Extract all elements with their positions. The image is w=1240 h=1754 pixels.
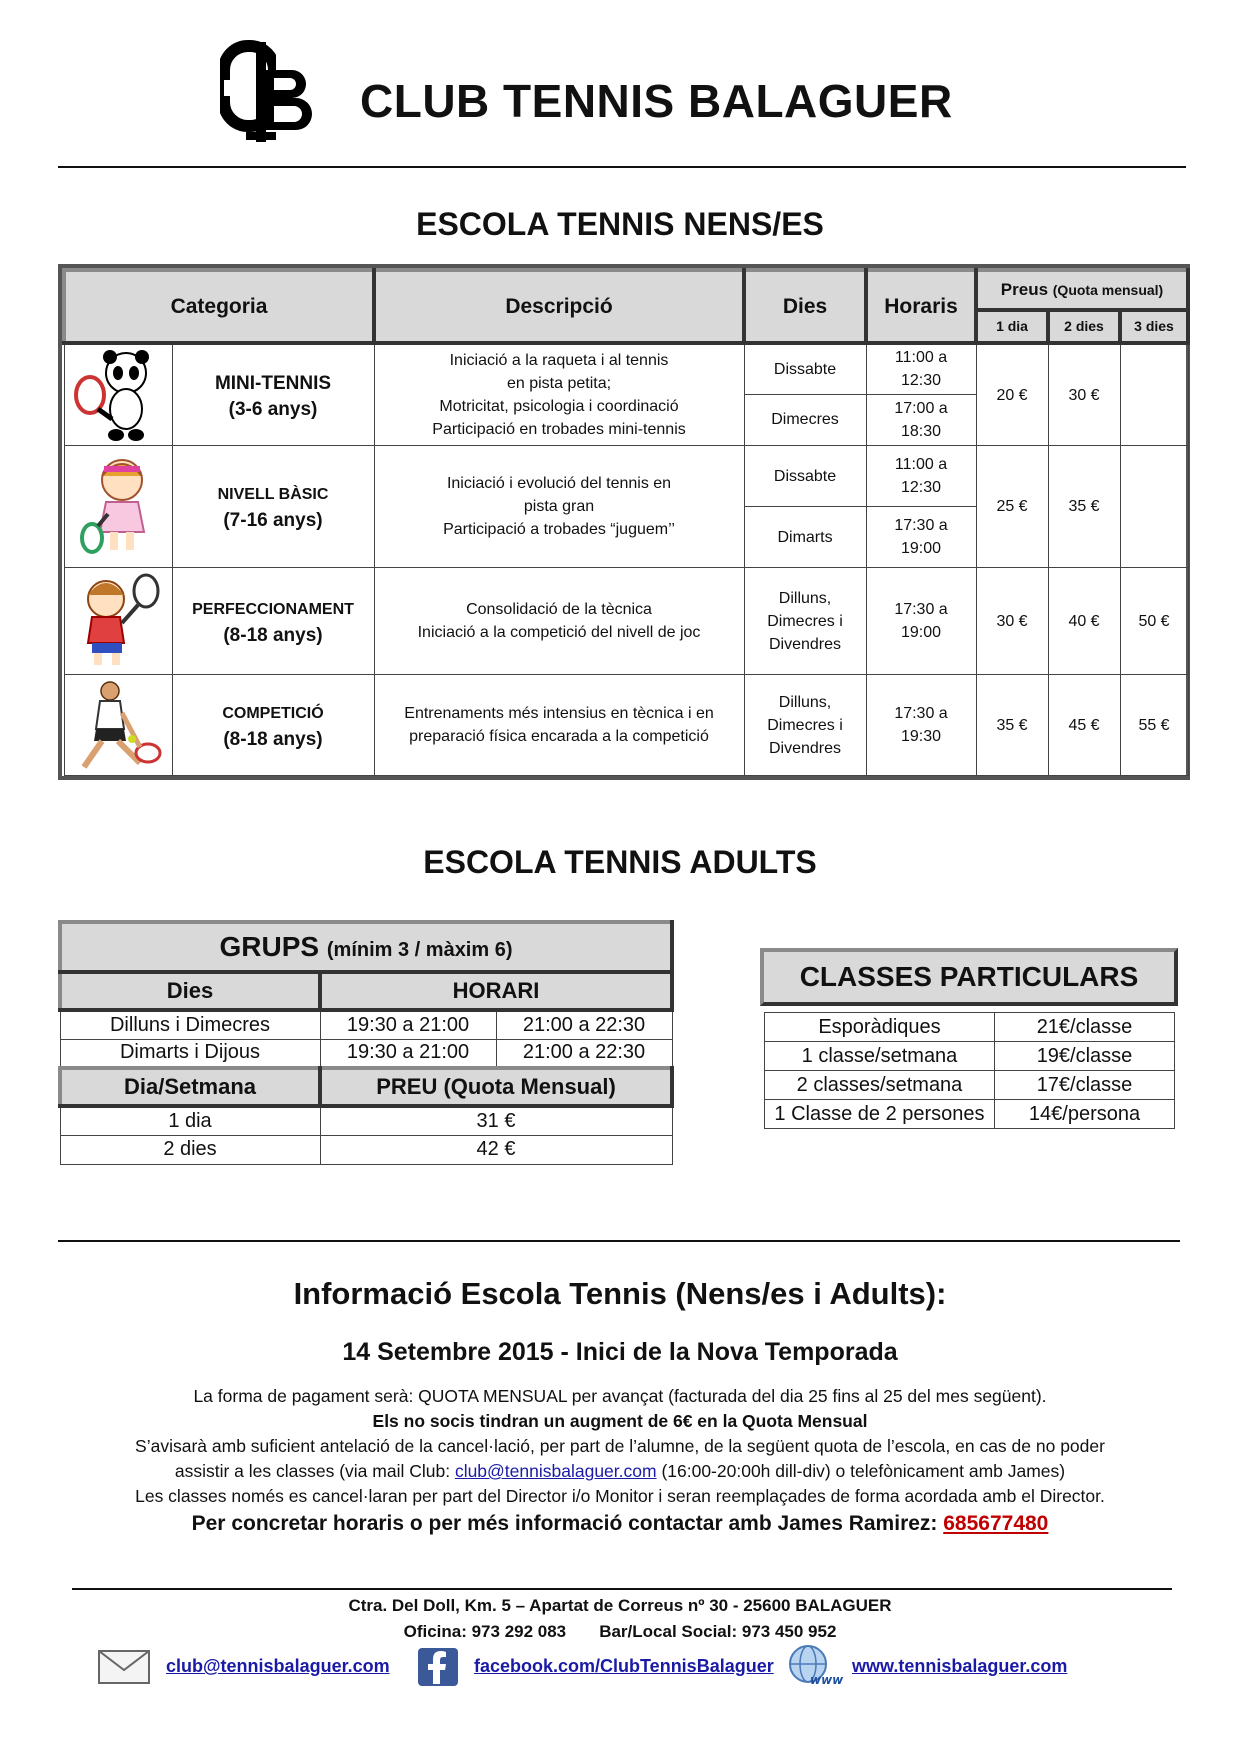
envelope-icon: [98, 1650, 150, 1684]
contact-text: Per concretar horaris o per més informació contactar amb James Ramirez:: [191, 1512, 944, 1535]
info-body: [60, 1384, 1180, 1539]
day-line: Dimecres i: [767, 612, 843, 630]
class-type-cell: 1 classe/setmana: [765, 1042, 995, 1071]
www-badge: www: [810, 1673, 844, 1687]
description-cell: [374, 675, 744, 776]
time-start: 17:30 a: [894, 705, 948, 722]
category-age: (8-18 anys): [223, 728, 323, 750]
class-price-cell: 14€/persona: [995, 1100, 1175, 1129]
description-line: Iniciació a la raqueta i al tennis: [449, 352, 669, 369]
col-dies: Dies: [744, 270, 866, 343]
club-title: CLUB TENNIS BALAGUER: [360, 75, 953, 127]
grups-note: (mínim 3 / màxim 6): [326, 939, 513, 961]
time-cell: [866, 568, 976, 675]
facebook-icon: [418, 1648, 458, 1686]
description-line: Participació en trobades mini-tennis: [432, 421, 686, 438]
category-age: (3-6 anys): [228, 398, 318, 420]
time-cell: [866, 446, 976, 507]
category-cell: [172, 343, 374, 446]
time-end: 12:30: [900, 479, 942, 496]
description-line: Entrenaments més intensius en tècnica i en: [404, 705, 714, 722]
dia-cell: 2 dies: [60, 1135, 320, 1164]
footer-address: Ctra. Del Doll, Km. 5 – Apartat de Correus nº 30 - 25600 BALAGUER: [348, 1596, 892, 1615]
time-end: 18:30: [900, 422, 942, 440]
description-cell: [374, 446, 744, 568]
contact-line: [60, 1509, 1180, 1539]
day-line: Dilluns,: [778, 589, 832, 607]
price-3-dies: 55 €: [1120, 675, 1188, 776]
table-row: [64, 568, 1188, 675]
horari-cell: 19:30 a 21:00: [320, 1010, 496, 1039]
boy-tennis-icon: [70, 571, 166, 671]
time-start: 17:30 a: [894, 517, 948, 534]
grups-label: GRUPS: [219, 931, 320, 962]
info-subtitle: 14 Setembre 2015 - Inici de la Nova Temporada: [342, 1338, 898, 1366]
preu-cell: 42 €: [320, 1135, 672, 1164]
cancellation-text: assistir a les classes (via mail Club:: [174, 1461, 455, 1481]
facebook-link[interactable]: facebook.com/ClubTennisBalaguer: [474, 1656, 774, 1676]
table-row: [60, 1135, 672, 1164]
footer-links: [0, 1646, 1240, 1686]
cancellation-line: S’avisarà amb suficient antelació de la cancel·lació, per part de l’alumne, de la següent quota de l’escola, en cas de no poder: [135, 1436, 1105, 1456]
day-cell: Dimecres: [744, 394, 866, 445]
non-members-line: Els no socis tindran un augment de 6€ en la Quota Mensual: [372, 1411, 868, 1431]
footer-phones: Oficina: 973 292 083 Bar/Local Social: 973 450 952: [403, 1622, 837, 1641]
kids-section-title: ESCOLA TENNIS NENS/ES: [416, 206, 824, 242]
category-cell: [172, 568, 374, 675]
table-row: [765, 1100, 1175, 1129]
col-preu: PREU (Quota Mensual): [320, 1068, 672, 1106]
class-type-cell: 1 Classe de 2 persones: [765, 1100, 995, 1129]
globe-www-icon: [786, 1644, 846, 1688]
price-2-dies: 40 €: [1048, 568, 1120, 675]
cancellation-line-2: [60, 1459, 1180, 1484]
day-line: Dilluns,: [778, 693, 832, 711]
description-line: pista gran: [523, 498, 595, 515]
class-price-cell: 21€/classe: [995, 1013, 1175, 1042]
club-email-link[interactable]: club@tennisbalaguer.com: [454, 1461, 657, 1481]
description-cell: [374, 568, 744, 675]
category-cell: [172, 675, 374, 776]
time-end: 19:30: [900, 728, 942, 745]
time-cell: [866, 675, 976, 776]
time-start: 11:00 a: [894, 456, 948, 473]
horari-cell: 21:00 a 22:30: [496, 1010, 672, 1039]
price-2-dies: 30 €: [1048, 343, 1120, 446]
mini-tennis-picture: [64, 343, 172, 446]
contact-phone-link[interactable]: 685677480: [943, 1512, 1049, 1535]
time-start: 17:00 a: [894, 399, 948, 417]
time-start: 11:00 a: [894, 349, 948, 367]
table-row: [60, 1039, 672, 1068]
price-3-dies: [1120, 446, 1188, 568]
price-3-dies: [1120, 343, 1188, 446]
category-cell: [172, 446, 374, 568]
table-row: [765, 1042, 1175, 1071]
footer-divider: [72, 1588, 1172, 1590]
col-dies: Dies: [60, 972, 320, 1010]
time-cell: [866, 507, 976, 568]
col-2-dies: 2 dies: [1048, 310, 1120, 343]
time-end: 19:00: [900, 624, 942, 641]
price-1-dia: 20 €: [976, 343, 1048, 446]
horari-cell: 21:00 a 22:30: [496, 1039, 672, 1068]
table-row: [765, 1071, 1175, 1100]
description-line: Motricitat, psicologia i coordinació: [439, 398, 679, 415]
day-line: Divendres: [769, 739, 842, 757]
nivell-basic-picture: [64, 446, 172, 568]
col-categoria: Categoria: [64, 270, 374, 343]
table-row: [64, 675, 1188, 776]
class-type-cell: 2 classes/setmana: [765, 1071, 995, 1100]
preu-cell: 31 €: [320, 1106, 672, 1135]
category-name: NIVELL BÀSIC: [217, 486, 329, 503]
day-cell: Dimarts: [744, 507, 866, 568]
ctb-logo-icon: [220, 40, 312, 144]
info-title: Informació Escola Tennis (Nens/es i Adults):: [293, 1276, 947, 1311]
dies-cell: Dimarts i Dijous: [60, 1039, 320, 1068]
player-tennis-icon: [70, 677, 166, 773]
footer-email-link[interactable]: club@tennisbalaguer.com: [166, 1656, 390, 1676]
category-name: PERFECCIONAMENT: [192, 600, 354, 618]
class-price-cell: 19€/classe: [995, 1042, 1175, 1071]
website-link[interactable]: www.tennisbalaguer.com: [852, 1656, 1068, 1676]
category-name: COMPETICIÓ: [222, 704, 324, 722]
adults-section-title: ESCOLA TENNIS ADULTS: [423, 844, 817, 880]
table-row: [64, 343, 1188, 394]
description-line: Iniciació i evolució del tennis en: [446, 475, 672, 492]
col-1-dia: 1 dia: [976, 310, 1048, 343]
description-line: Consolidació de la tècnica: [466, 601, 652, 618]
description-line: preparació física encarada a la competició: [409, 728, 709, 745]
time-end: 19:00: [900, 540, 942, 557]
description-line: Iniciació a la competició del nivell de joc: [417, 624, 701, 641]
grups-title: [60, 922, 672, 972]
dies-cell: Dilluns i Dimecres: [60, 1010, 320, 1039]
horari-cell: 19:30 a 21:00: [320, 1039, 496, 1068]
description-cell: [374, 343, 744, 446]
day-cell: [744, 675, 866, 776]
col-3-dies: 3 dies: [1120, 310, 1188, 343]
payment-line: La forma de pagament serà: QUOTA MENSUAL per avançat (facturada del dia 25 fins al 25 del mes següent).: [193, 1386, 1047, 1406]
preus-note: (Quota mensual): [1052, 282, 1164, 298]
day-cell: [744, 568, 866, 675]
category-name: MINI-TENNIS: [214, 372, 332, 394]
panda-tennis-icon: [70, 347, 166, 443]
price-2-dies: 35 €: [1048, 446, 1120, 568]
price-3-dies: 50 €: [1120, 568, 1188, 675]
col-preus: [976, 270, 1188, 310]
time-cell: [866, 394, 976, 445]
header-divider: [58, 166, 1186, 168]
day-cell: Dissabte: [744, 446, 866, 507]
category-age: (8-18 anys): [223, 624, 323, 646]
grups-table: [58, 920, 670, 1165]
time-start: 17:30 a: [894, 601, 948, 618]
category-age: (7-16 anys): [223, 510, 323, 531]
preus-label: Preus: [1000, 280, 1049, 299]
col-dia-setmana: Dia/Setmana: [60, 1068, 320, 1106]
col-horari: HORARI: [320, 972, 672, 1010]
particulars-table: [760, 948, 1178, 1129]
day-line: Dimecres i: [767, 716, 843, 734]
price-1-dia: 25 €: [976, 446, 1048, 568]
day-cell: Dissabte: [744, 343, 866, 394]
info-divider: [58, 1240, 1180, 1242]
girl-tennis-icon: [70, 452, 166, 562]
price-1-dia: 30 €: [976, 568, 1048, 675]
competicio-picture: [64, 675, 172, 776]
table-row: [765, 1013, 1175, 1042]
class-price-cell: 17€/classe: [995, 1071, 1175, 1100]
price-1-dia: 35 €: [976, 675, 1048, 776]
dia-cell: 1 dia: [60, 1106, 320, 1135]
table-row: [64, 446, 1188, 507]
description-line: en pista petita;: [506, 375, 612, 392]
day-line: Divendres: [769, 635, 842, 653]
cancellation-text: (16:00-20:00h dill-div) o telefònicament amb James): [656, 1461, 1066, 1481]
col-horaris: Horaris: [866, 270, 976, 343]
director-line: Les classes només es cancel·laran per part del Director i/o Monitor i seran reemplaçades de forma acordada amb el Director.: [135, 1486, 1105, 1506]
time-end: 12:30: [900, 372, 942, 390]
col-descripcio: Descripció: [374, 270, 744, 343]
particulars-title: CLASSES PARTICULARS: [760, 948, 1178, 1006]
time-cell: [866, 343, 976, 394]
description-line: Participació a trobades “juguem’’: [443, 521, 675, 538]
price-2-dies: 45 €: [1048, 675, 1120, 776]
club-logo: [220, 40, 312, 144]
class-type-cell: Esporàdiques: [765, 1013, 995, 1042]
table-row: [60, 1106, 672, 1135]
perfeccionament-picture: [64, 568, 172, 675]
kids-schedule-table: [58, 264, 1190, 780]
table-row: [60, 1010, 672, 1039]
